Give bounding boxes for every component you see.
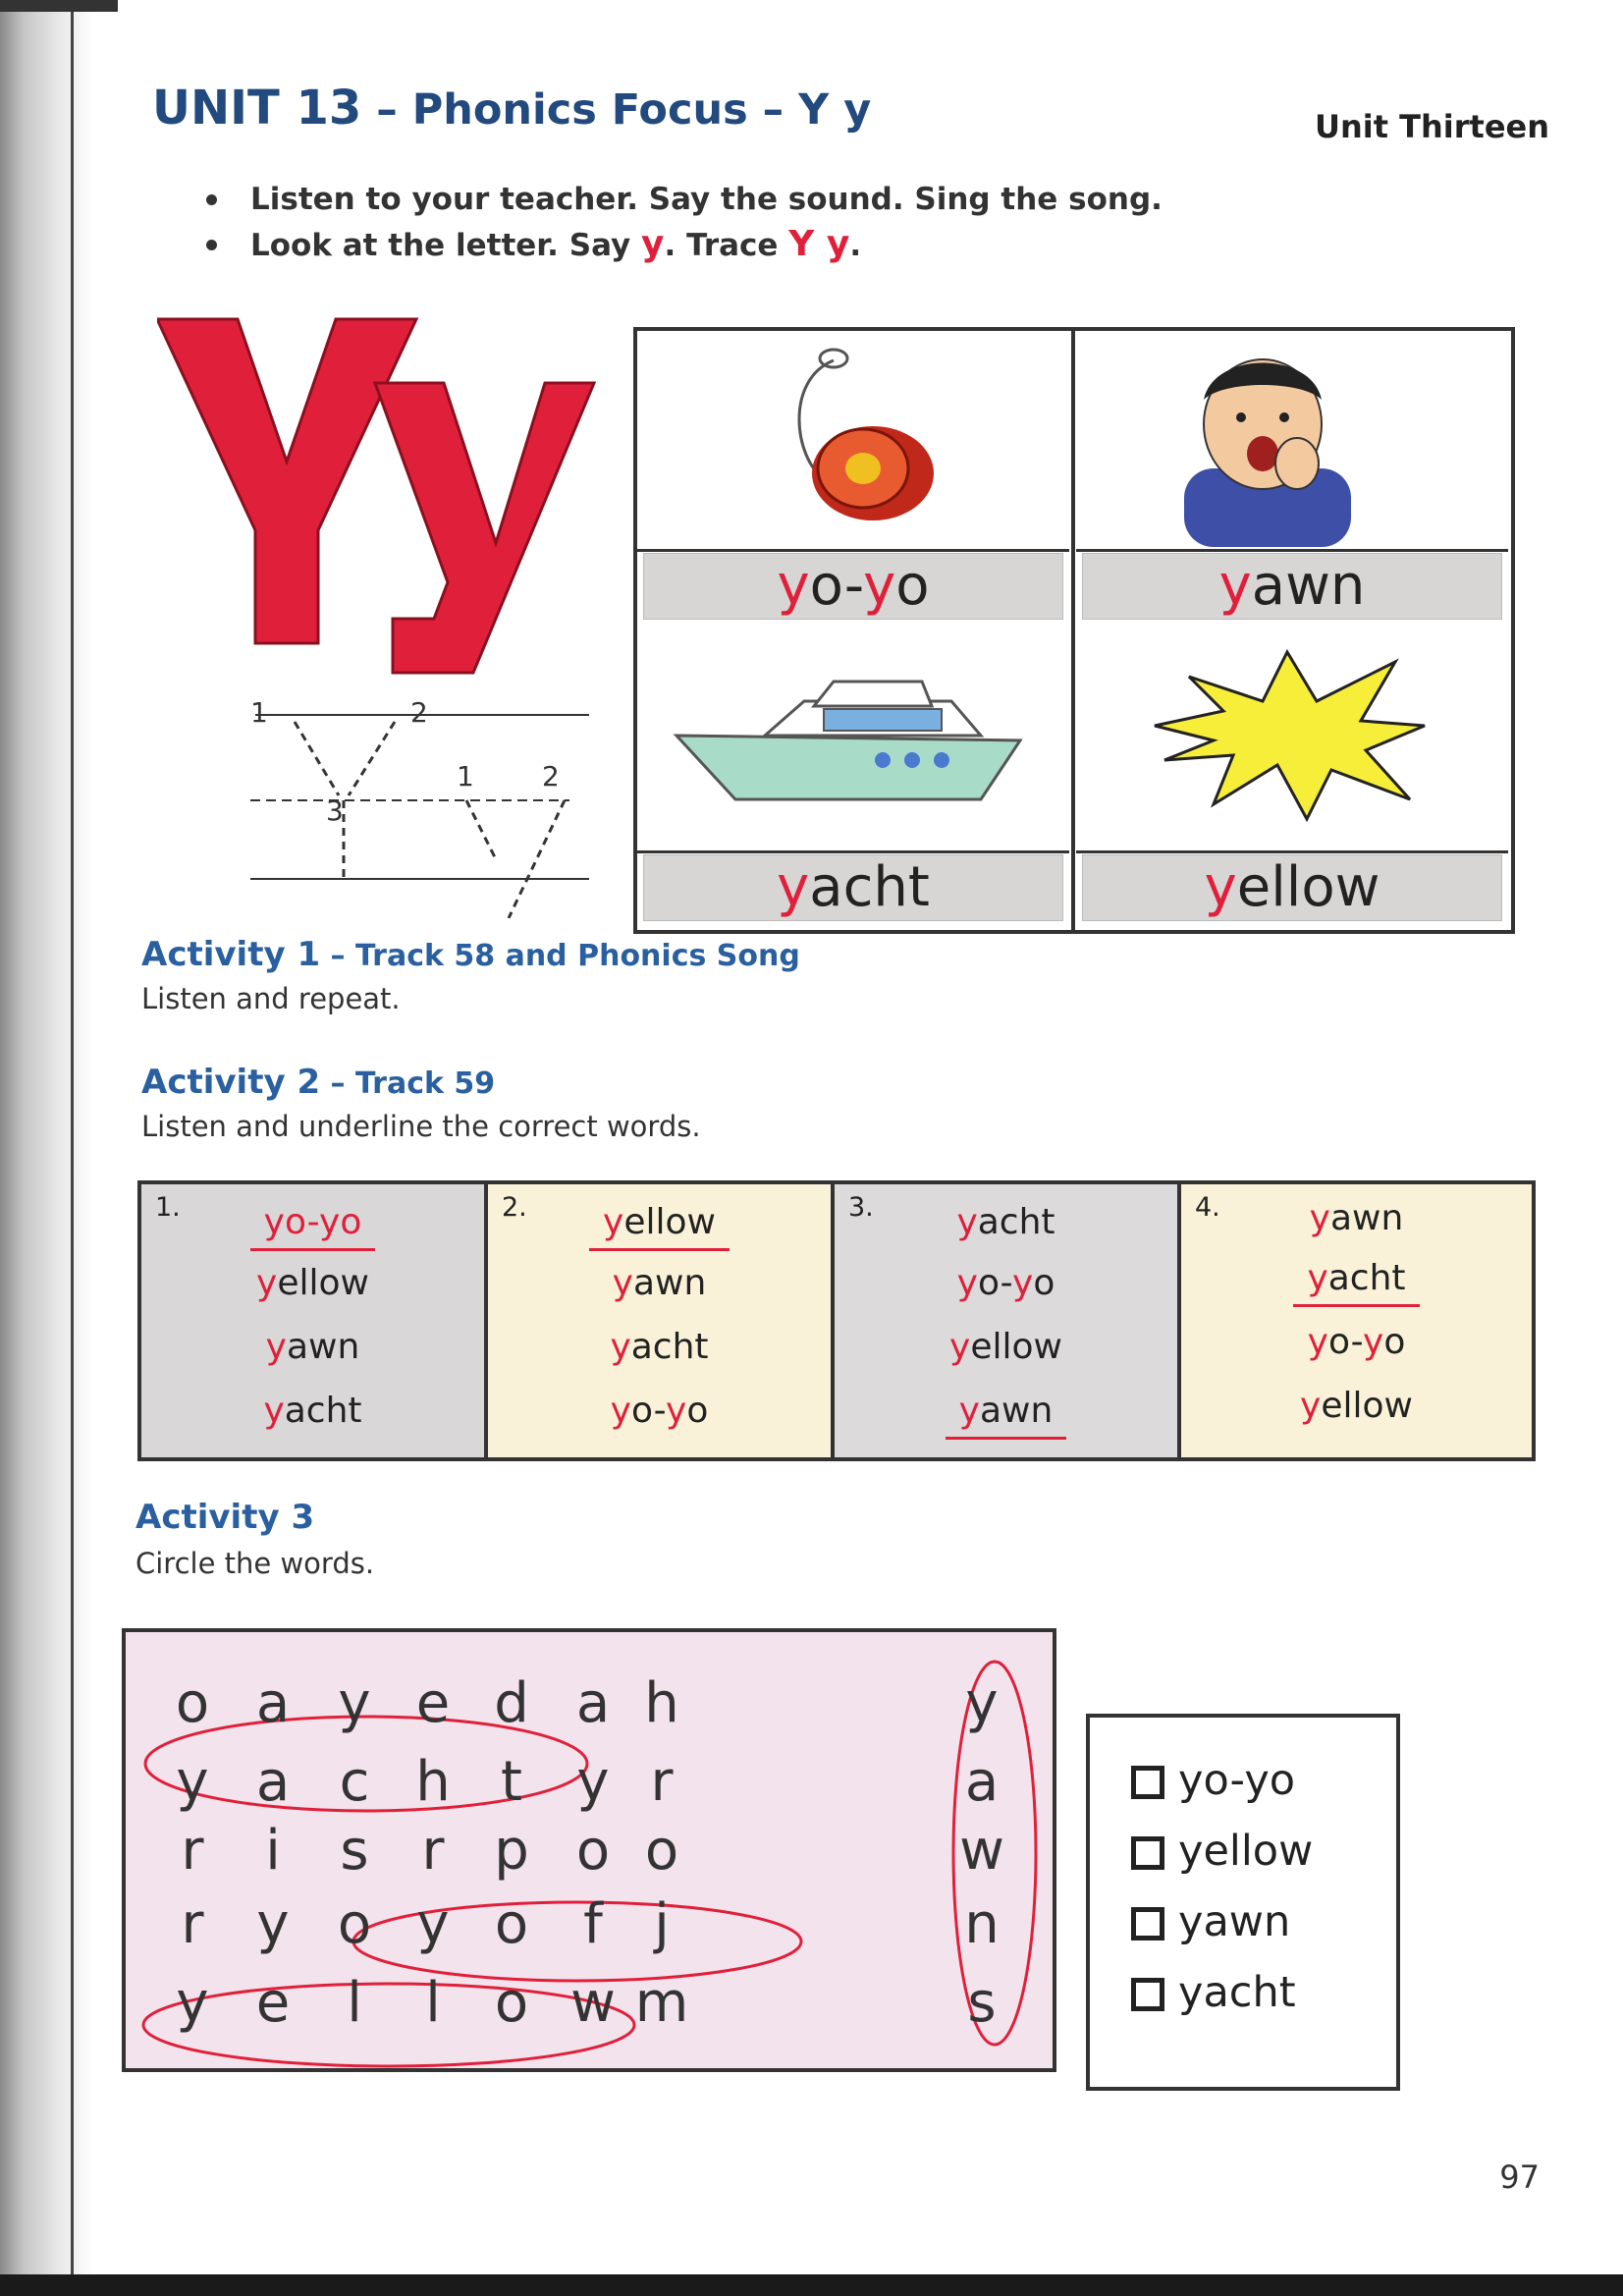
red-y: y xyxy=(1309,1198,1330,1238)
book-spine-shadow xyxy=(0,0,93,2296)
word-part: ellow xyxy=(277,1263,369,1303)
instruction-list xyxy=(201,177,1163,268)
grid-letter[interactable]: r xyxy=(421,1819,445,1883)
grid-letter[interactable]: o xyxy=(575,1819,611,1883)
activity3-title: Activity 3 xyxy=(135,1498,315,1537)
unit-number: UNIT 13 xyxy=(152,81,362,136)
grid-letter[interactable]: p xyxy=(494,1819,529,1883)
word-part: acht xyxy=(1327,1258,1406,1298)
activity2-track: – Track 59 xyxy=(320,1066,496,1101)
word-part: y xyxy=(319,1202,341,1242)
grid-letter[interactable]: f xyxy=(583,1892,603,1956)
red-y: y xyxy=(612,1263,633,1303)
question-number: 2. xyxy=(502,1192,527,1223)
red-y: y xyxy=(1363,1322,1384,1362)
grid-letter[interactable]: o xyxy=(494,1892,529,1956)
checklist-word: yawn xyxy=(1178,1897,1291,1946)
yellow-burst-icon xyxy=(1076,632,1508,853)
grid-letter[interactable]: o xyxy=(337,1892,372,1956)
red-y: y xyxy=(666,1391,687,1431)
grid-letter[interactable]: a xyxy=(255,1671,291,1735)
word-column-2 xyxy=(488,1184,835,1457)
red-y: y xyxy=(1300,1386,1322,1426)
stroke-order-guide xyxy=(250,715,589,918)
yacht-icon xyxy=(637,632,1069,853)
unit-name: Unit Thirteen xyxy=(1314,108,1549,145)
stroke-number-2-lower: 2 xyxy=(542,760,560,793)
word-option[interactable] xyxy=(141,1391,484,1431)
instruction-text: Look at the letter. Say xyxy=(250,228,642,263)
red-y: y xyxy=(610,1391,631,1431)
grid-letter[interactable]: h xyxy=(415,1750,451,1814)
grid-letter[interactable]: o xyxy=(644,1819,679,1883)
red-y: y xyxy=(949,1327,971,1367)
grid-letter[interactable]: r xyxy=(181,1819,204,1883)
red-y: y xyxy=(863,554,896,618)
grid-letter[interactable]: l xyxy=(347,1971,362,2035)
activity2-instruction: Listen and underline the correct words. xyxy=(141,1110,701,1143)
grid-letter[interactable]: m xyxy=(634,1971,689,2035)
checklist-word: yellow xyxy=(1178,1827,1314,1876)
checklist-item[interactable] xyxy=(1131,1826,1313,1877)
yawning-boy-icon xyxy=(1076,331,1508,552)
big-letter-y xyxy=(375,383,594,673)
grid-letter[interactable]: y xyxy=(965,1671,999,1735)
word-option[interactable] xyxy=(488,1263,831,1303)
grid-letter[interactable]: y xyxy=(576,1750,610,1814)
word-part: o xyxy=(686,1391,709,1431)
grid-letter[interactable]: l xyxy=(425,1971,441,2035)
label-part: o- xyxy=(809,554,864,618)
word-option[interactable] xyxy=(835,1327,1177,1367)
grid-letter[interactable]: e xyxy=(415,1671,451,1735)
title-dash: – xyxy=(361,85,412,135)
word-option[interactable] xyxy=(141,1327,484,1367)
grid-letter[interactable]: c xyxy=(339,1750,370,1814)
letters-Yy: Y y xyxy=(788,224,850,264)
word-part: awn xyxy=(632,1263,707,1303)
vocab-card-yacht xyxy=(637,632,1069,927)
activity1-heading: Activity 1 xyxy=(141,935,321,974)
grid-letter[interactable]: s xyxy=(967,1971,997,2035)
word-option[interactable] xyxy=(488,1327,831,1367)
grid-letter[interactable]: h xyxy=(644,1671,679,1735)
instruction-text: . xyxy=(849,228,862,263)
word-option[interactable] xyxy=(1181,1386,1532,1426)
grid-letter[interactable]: y xyxy=(256,1892,290,1956)
grid-letter[interactable]: o xyxy=(175,1671,210,1735)
red-y: y xyxy=(956,1202,978,1242)
word-part: awn xyxy=(1329,1198,1404,1238)
grid-letter[interactable]: d xyxy=(494,1671,529,1735)
checkbox-icon[interactable] xyxy=(1131,1978,1164,2011)
word-column-3 xyxy=(835,1184,1181,1457)
label-part: o xyxy=(895,554,930,618)
grid-letter[interactable]: y xyxy=(338,1671,371,1735)
activity1-track: – Track 58 and Phonics Song xyxy=(320,939,800,973)
vocab-card-yellow xyxy=(1076,632,1508,927)
vocab-label-yacht xyxy=(643,854,1063,921)
grid-letter[interactable]: w xyxy=(570,1971,616,2035)
red-y: y xyxy=(256,1263,278,1303)
spine-line xyxy=(71,0,74,2296)
grid-letter[interactable]: r xyxy=(181,1892,204,1956)
label-part: acht xyxy=(809,855,930,919)
scan-edge-top xyxy=(0,0,118,12)
red-y: y xyxy=(777,554,810,618)
word-part: o xyxy=(340,1202,362,1242)
word-search-grid xyxy=(122,1628,1056,2072)
red-y: y xyxy=(958,1391,980,1431)
activity2-heading: Activity 2 xyxy=(141,1063,321,1102)
word-option[interactable] xyxy=(835,1263,1177,1303)
checklist-word: yacht xyxy=(1178,1968,1296,2017)
grid-letter[interactable]: r xyxy=(650,1750,674,1814)
checklist-item[interactable] xyxy=(1131,1967,1296,2018)
grid-divider xyxy=(1071,331,1075,930)
word-part: ellow xyxy=(623,1202,716,1242)
red-y: y xyxy=(603,1202,624,1242)
grid-letter[interactable]: i xyxy=(265,1819,281,1883)
word-option[interactable] xyxy=(835,1391,1177,1440)
word-option[interactable] xyxy=(835,1202,1177,1242)
word-option[interactable] xyxy=(141,1202,484,1251)
word-option[interactable] xyxy=(1181,1258,1532,1307)
grid-letter[interactable]: y xyxy=(176,1971,209,2035)
grid-letter[interactable]: y xyxy=(176,1750,209,1814)
word-option[interactable] xyxy=(141,1263,484,1303)
vocab-label-yellow xyxy=(1082,854,1502,921)
grid-letter[interactable]: s xyxy=(340,1819,369,1883)
grid-letter[interactable]: w xyxy=(959,1819,1004,1883)
stroke-number-1-lower: 1 xyxy=(457,760,474,793)
red-y: y xyxy=(610,1327,631,1367)
grid-letter[interactable]: a xyxy=(964,1750,1000,1814)
word-part: acht xyxy=(630,1327,709,1367)
word-checklist xyxy=(1086,1714,1400,2091)
vocabulary-picture-grid xyxy=(633,327,1515,934)
word-part: acht xyxy=(284,1391,362,1431)
unit-title xyxy=(152,81,871,136)
grid-letter[interactable]: a xyxy=(255,1750,291,1814)
underline-words-table xyxy=(137,1180,1536,1461)
red-y: y xyxy=(956,1263,978,1303)
yoyo-icon xyxy=(637,331,1069,552)
word-part: o- xyxy=(977,1263,1013,1303)
red-y: y xyxy=(265,1327,287,1367)
phonics-focus: Phonics Focus – Y y xyxy=(411,85,872,135)
word-option[interactable] xyxy=(1181,1322,1532,1362)
red-y: y xyxy=(1218,554,1252,618)
activity1-instruction: Listen and repeat. xyxy=(141,982,401,1015)
big-letter-Y xyxy=(157,319,416,643)
instruction-item xyxy=(201,222,1163,268)
stroke-number-1: 1 xyxy=(250,696,268,729)
stroke-number-2: 2 xyxy=(410,696,428,729)
red-y: y xyxy=(1307,1322,1328,1362)
activity1-title xyxy=(141,935,800,974)
word-part: acht xyxy=(977,1202,1055,1242)
label-part: awn xyxy=(1251,554,1366,618)
checklist-item[interactable] xyxy=(1131,1755,1295,1806)
word-part: ellow xyxy=(1321,1386,1413,1426)
word-part: awn xyxy=(286,1327,360,1367)
instruction-item xyxy=(201,177,1163,222)
question-number: 3. xyxy=(848,1192,874,1223)
checkbox-icon[interactable] xyxy=(1131,1766,1164,1799)
word-column-4 xyxy=(1181,1184,1532,1457)
word-option[interactable] xyxy=(1181,1198,1532,1238)
vocab-label-yoyo xyxy=(643,553,1063,620)
red-y: y xyxy=(263,1391,285,1431)
activity3-instruction: Circle the words. xyxy=(135,1547,375,1580)
checklist-item[interactable] xyxy=(1131,1896,1290,1947)
activity2-title xyxy=(141,1063,495,1102)
grid-letter[interactable]: j xyxy=(654,1892,670,1956)
grid-letter[interactable]: o xyxy=(494,1971,529,2035)
word-part: o- xyxy=(1327,1322,1364,1362)
word-option[interactable] xyxy=(488,1391,831,1431)
letter-y: y xyxy=(641,224,665,264)
vocab-card-yawn xyxy=(1076,331,1508,626)
grid-letter[interactable]: a xyxy=(575,1671,611,1735)
grid-letter[interactable]: t xyxy=(501,1750,522,1814)
red-y: y xyxy=(1204,855,1237,919)
red-y: y xyxy=(1012,1263,1034,1303)
word-column-1 xyxy=(141,1184,488,1457)
scan-edge-bottom xyxy=(0,2274,1623,2296)
word-part: o- xyxy=(630,1391,667,1431)
checklist-word: yo-yo xyxy=(1178,1756,1296,1805)
vocab-label-yawn xyxy=(1082,553,1502,620)
word-part: o xyxy=(1383,1322,1406,1362)
grid-letter[interactable]: y xyxy=(416,1892,450,1956)
word-option[interactable] xyxy=(488,1202,831,1251)
stroke-number-3: 3 xyxy=(326,794,344,827)
red-y: y xyxy=(777,855,810,919)
label-part: ellow xyxy=(1236,855,1380,919)
checkbox-icon[interactable] xyxy=(1131,1836,1164,1870)
question-number: 4. xyxy=(1195,1192,1220,1223)
word-part: o xyxy=(1033,1263,1055,1303)
grid-letter[interactable]: e xyxy=(255,1971,291,2035)
checkbox-icon[interactable] xyxy=(1131,1907,1164,1941)
grid-letter[interactable]: n xyxy=(964,1892,1000,1956)
red-y: y xyxy=(1307,1258,1328,1298)
big-letters-art xyxy=(157,290,609,918)
word-part: awn xyxy=(979,1391,1054,1431)
page-number: 97 xyxy=(1499,2159,1540,2196)
question-number: 1. xyxy=(155,1192,181,1223)
vocab-card-yoyo xyxy=(637,331,1069,626)
word-part: yo- xyxy=(263,1202,319,1242)
instruction-text: . Trace xyxy=(664,228,789,263)
word-part: ellow xyxy=(970,1327,1062,1367)
instruction-text: Listen to your teacher. Say the sound. Sing the song. xyxy=(250,182,1163,217)
